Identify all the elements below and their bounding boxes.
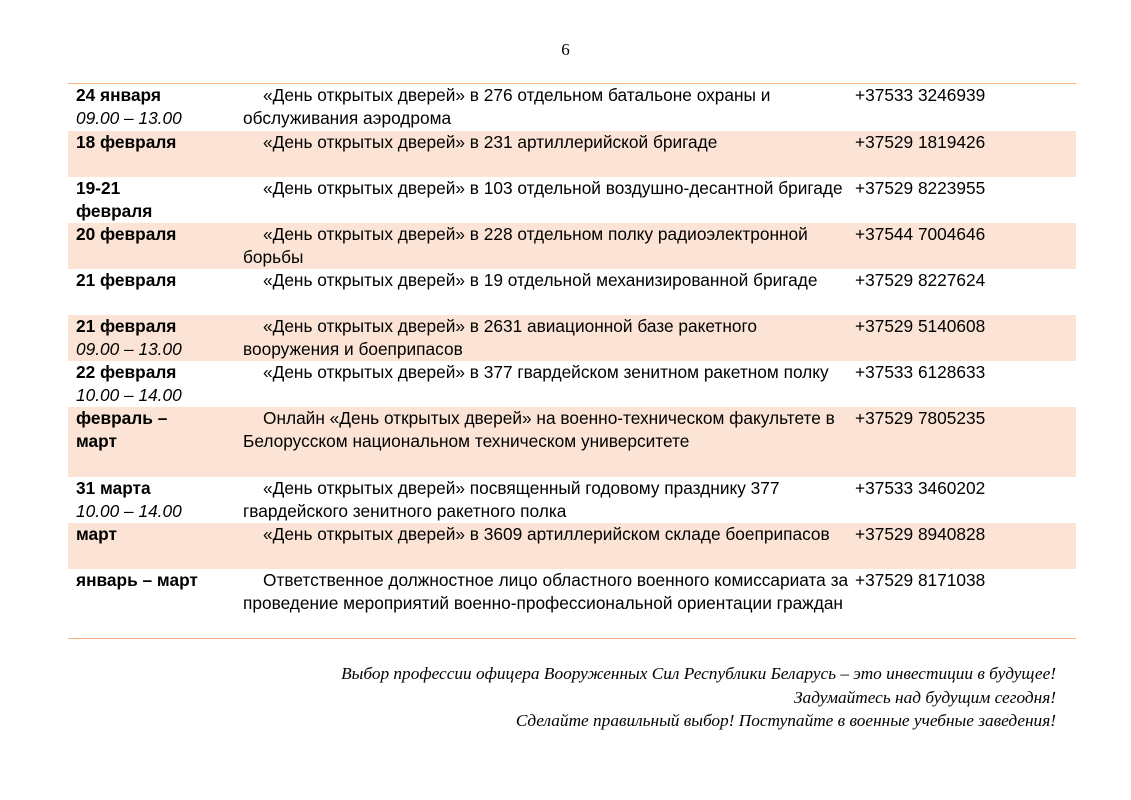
- event-phone-cell: [855, 84, 1076, 131]
- event-date: 22 февраля: [76, 361, 177, 382]
- contact-phone: +37544 7004646: [855, 223, 986, 244]
- contact-phone: +37529 1819426: [855, 131, 986, 152]
- event-date: январь – март: [76, 569, 198, 590]
- table-row: [68, 223, 1076, 269]
- event-time: 10.00 – 14.00: [76, 500, 182, 521]
- event-date: 20 февраля: [76, 223, 177, 244]
- table-row: [68, 177, 1076, 223]
- event-date: 21 февраля: [76, 315, 177, 336]
- event-description-cell: [243, 361, 855, 407]
- page-number: 6: [561, 40, 570, 59]
- event-description: «День открытых дверей» в 103 отдельной воздушно-десантной бригаде: [263, 177, 843, 198]
- event-time: 10.00 – 14.00: [76, 384, 182, 405]
- event-date-cell: [68, 223, 243, 269]
- event-phone-cell: [855, 361, 1076, 407]
- slogan-line: Сделайте правильный выбор! Поступайте в военные учебные заведения!: [515, 711, 1056, 730]
- event-description-cell: [243, 407, 855, 477]
- event-description-cell: [243, 269, 855, 315]
- contact-phone: +37533 3246939: [855, 85, 986, 105]
- event-description: «День открытых дверей» посвященный годовому празднику 377 гвардейского зенитного ракетного полка: [243, 477, 780, 521]
- event-description-cell: [243, 131, 855, 177]
- event-time: 09.00 – 13.00: [76, 338, 182, 359]
- event-date-cell: [68, 361, 243, 407]
- table-row: [68, 407, 1076, 477]
- events-table: [68, 83, 1076, 639]
- event-phone-cell: [855, 223, 1076, 269]
- event-date: 24 января: [76, 85, 161, 105]
- event-time: 09.00 – 13.00: [76, 108, 182, 128]
- table-row: [68, 269, 1076, 315]
- event-phone-cell: [855, 523, 1076, 569]
- event-phone-cell: [855, 477, 1076, 523]
- event-description-cell: [243, 523, 855, 569]
- contact-phone: +37529 7805235: [855, 407, 986, 428]
- table-row: [68, 477, 1076, 523]
- event-description: «День открытых дверей» в 276 отдельном батальоне охраны и обслуживания аэродрома: [243, 85, 771, 128]
- event-description: «День открытых дверей» в 3609 артиллерийском складе боеприпасов: [263, 523, 830, 544]
- event-phone-cell: [855, 269, 1076, 315]
- contact-phone: +37529 8223955: [855, 177, 986, 198]
- event-description-cell: [243, 477, 855, 523]
- contact-phone: +37529 5140608: [855, 315, 986, 336]
- contact-phone: +37529 8171038: [855, 569, 986, 590]
- event-date-cell: [68, 269, 243, 315]
- event-description-cell: [243, 315, 855, 361]
- event-date-cell: [68, 84, 243, 131]
- table-row: [68, 569, 1076, 639]
- event-date: 18 февраля: [76, 131, 177, 152]
- event-date: 31 марта: [76, 477, 151, 498]
- event-description: «День открытых дверей» в 19 отдельной механизированной бригаде: [263, 269, 818, 290]
- event-description-cell: [243, 84, 855, 131]
- event-description-cell: [243, 569, 855, 639]
- event-phone-cell: [855, 407, 1076, 477]
- table-row: [68, 523, 1076, 569]
- event-phone-cell: [855, 131, 1076, 177]
- table-row: [68, 131, 1076, 177]
- slogan-line: Задумайтесь над будущим сегодня!: [794, 687, 1056, 707]
- event-date-cell: [68, 569, 243, 639]
- table-row: [68, 84, 1076, 131]
- event-date: февраль – март: [76, 407, 168, 451]
- event-date-cell: [68, 407, 243, 477]
- table-row: [68, 361, 1076, 407]
- event-description: «День открытых дверей» в 228 отдельном полку радиоэлектронной борьбы: [243, 223, 808, 267]
- event-description: Онлайн «День открытых дверей» на военно-техническом факультете в Белорусском национальном техническом университете: [243, 407, 835, 451]
- event-description: «День открытых дверей» в 231 артиллерийской бригаде: [263, 131, 718, 152]
- event-date-cell: [68, 523, 243, 569]
- contact-phone: +37529 8940828: [855, 523, 986, 544]
- event-date: март: [76, 523, 117, 544]
- contact-phone: +37529 8227624: [855, 269, 986, 290]
- contact-phone: +37533 6128633: [855, 361, 986, 382]
- event-description-cell: [243, 177, 855, 223]
- event-date-cell: [68, 477, 243, 523]
- event-date: 19-21 февраля: [76, 177, 153, 221]
- event-description: Ответственное должностное лицо областного военного комиссариата за проведение мероприятий военно-профессиональной ориентации граждан: [243, 569, 849, 613]
- event-phone-cell: [855, 177, 1076, 223]
- closing-slogan: [56, 662, 1056, 733]
- event-date-cell: [68, 131, 243, 177]
- event-description-cell: [243, 223, 855, 269]
- event-date-cell: [68, 177, 243, 223]
- contact-phone: +37533 3460202: [855, 477, 986, 498]
- table-row: [68, 315, 1076, 361]
- event-date: 21 февраля: [76, 269, 177, 290]
- event-phone-cell: [855, 315, 1076, 361]
- slogan-line: Выбор профессии офицера Вооруженных Сил Республики Беларусь – это инвестиции в будущее!: [341, 664, 1056, 683]
- event-date-cell: [68, 315, 243, 361]
- event-description: «День открытых дверей» в 2631 авиационной базе ракетного вооружения и боеприпасов: [243, 315, 758, 359]
- event-description: «День открытых дверей» в 377 гвардейском зенитном ракетном полку: [263, 361, 829, 382]
- event-phone-cell: [855, 569, 1076, 639]
